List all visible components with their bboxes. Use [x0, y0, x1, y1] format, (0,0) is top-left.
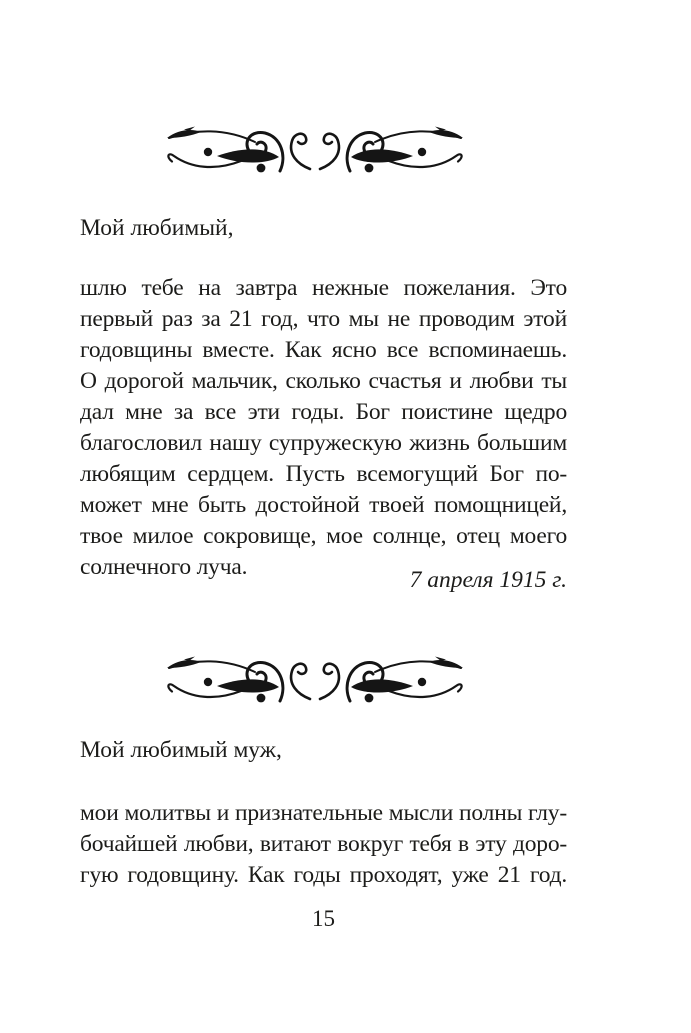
letter-date: 7 апреля 1915 г.	[409, 567, 567, 593]
letter-body-line: шлю тебе на завтра нежные пожелания. Это	[80, 275, 567, 301]
letter-body-line: годовщины вместе. Как ясно все вспоминаешь.	[80, 337, 567, 363]
letter-body-line: твое милое сокровище, мое солнце, отец моего	[80, 523, 567, 549]
floral-flourish-icon	[165, 126, 465, 176]
letter-body	[80, 798, 567, 891]
letter-body	[80, 273, 567, 583]
letter-body-line: О дорогой мальчик, сколько счастья и любви ты	[80, 368, 567, 394]
letter-body-line: первый раз за 21 год, что мы не проводим этой	[80, 306, 567, 332]
letter-body-line: гую годовщину. Как годы проходят, уже 21 год.	[80, 862, 567, 888]
page-number: 15	[312, 906, 335, 931]
letter-body-line: мои молитвы и признательные мысли полны глу-	[80, 800, 567, 826]
floral-flourish-ornament-middle	[165, 656, 465, 706]
floral-flourish-icon	[165, 656, 465, 706]
letter-body-line: бочайшей любви, витают вокруг тебя в эту доро-	[80, 831, 567, 857]
letter-body-line: благословил нашу супружескую жизнь большим	[80, 430, 567, 456]
letter-salutation: Мой любимый муж,	[80, 737, 282, 763]
letter-body-line: любящим сердцем. Пусть всемогущий Бог по-	[80, 461, 567, 487]
floral-flourish-ornament-top	[165, 126, 465, 176]
letter-body-line: солнечного луча.	[80, 554, 248, 580]
letter-body-line: может мне быть достойной твоей помощницей,	[80, 492, 567, 518]
letter-body-line: дал мне за все эти годы. Бог поистине щедро	[80, 399, 567, 425]
letter-salutation: Мой любимый,	[80, 215, 234, 241]
